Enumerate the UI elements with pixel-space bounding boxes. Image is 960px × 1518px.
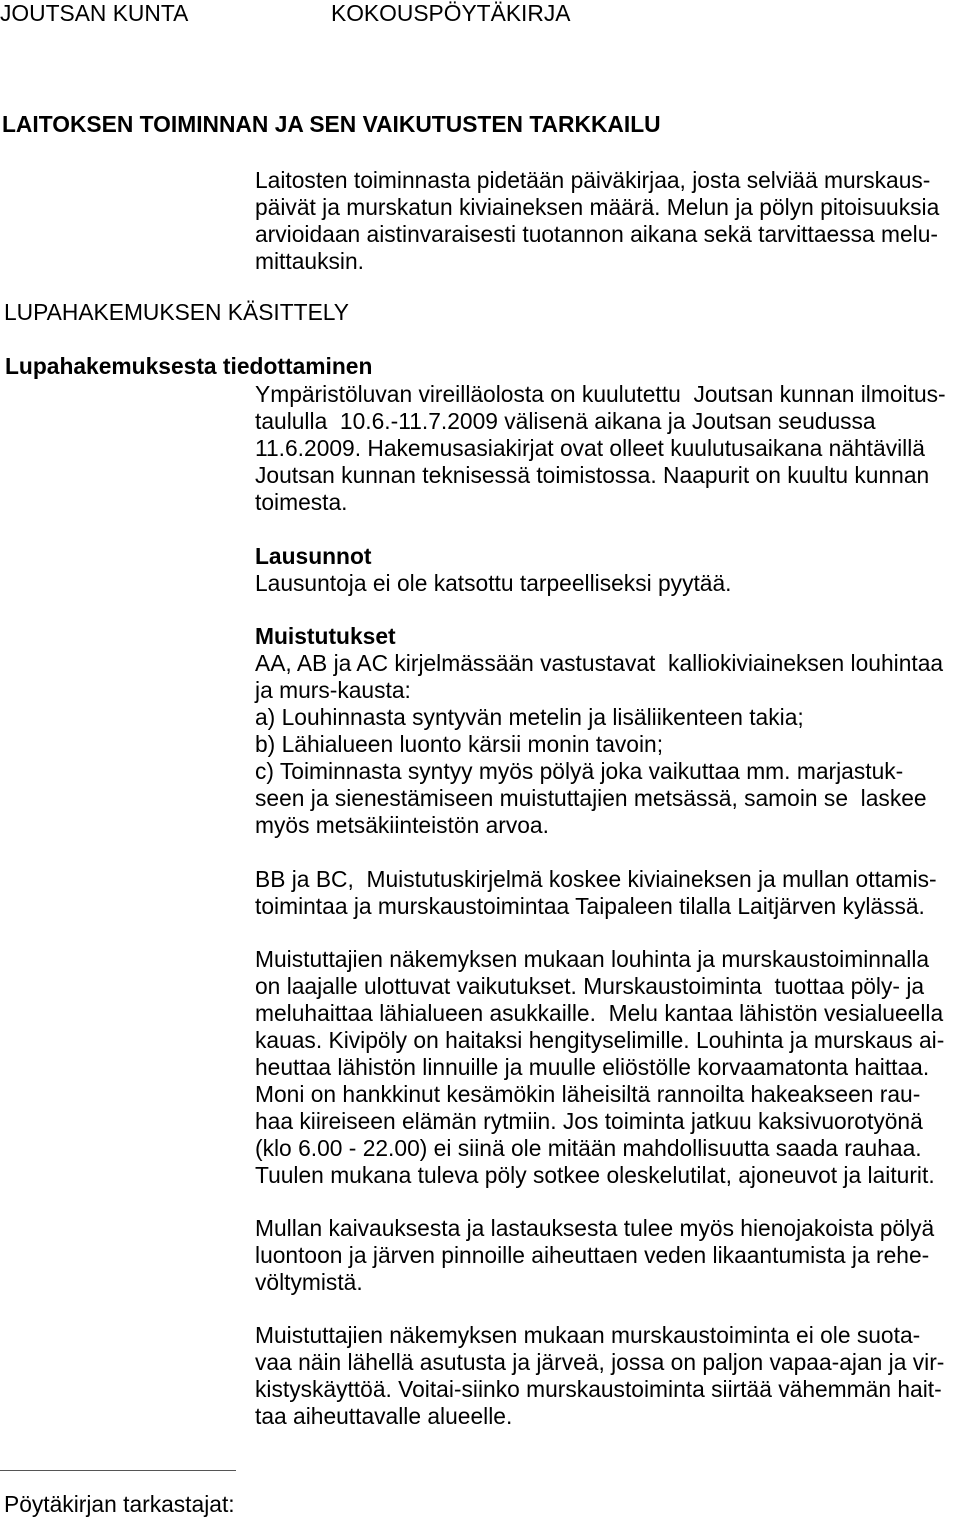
text-line: (klo 6.00 - 22.00) ei siinä ole mitään mahdollisuutta saada rauhaa. — [255, 1135, 922, 1161]
text-line: luontoon ja järven pinnoille aiheuttaen veden likaantumista ja rehe- — [255, 1242, 930, 1268]
statements-block — [255, 543, 955, 597]
text-line: toimintaa ja murskaustoimintaa Taipaleen tilalla Laitjärven kylässä. — [255, 893, 925, 919]
subsection-title-objections: Muistutukset — [255, 623, 396, 649]
text-line: Lausuntoja ei ole katsottu tarpeelliseksi pyytää. — [255, 570, 732, 596]
text-line: Mullan kaivauksesta ja lastauksesta tulee myös hienojakoista pölyä — [255, 1215, 935, 1241]
text-line: on laajalle ulottuvat vaikutukset. Murskaustoiminta tuottaa pöly- ja — [255, 973, 925, 999]
text-line: mittauksin. — [255, 248, 364, 274]
subsection-title-notification: Lupahakemuksesta tiedottaminen — [5, 353, 373, 379]
text-line: ja murs-kausta: — [255, 677, 411, 703]
objection-effects-paragraph — [255, 946, 955, 1189]
text-line: völtymistä. — [255, 1269, 363, 1295]
subsection-title-statements: Lausunnot — [255, 543, 372, 569]
text-line: 11.6.2009. Hakemusasiakirjat ovat olleet kuulutusaikana nähtävillä — [255, 435, 925, 461]
text-line: kistyskäyttöä. Voitai-siinko murskaustoiminta siirtää vähemmän hait- — [255, 1376, 942, 1402]
text-line: kauas. Kivipöly on haitaksi hengityselimille. Louhinta ja murskaus ai- — [255, 1027, 945, 1053]
text-line: Moni on hankkinut kesämökin läheisiltä rannoilta hakeakseen rau- — [255, 1081, 921, 1107]
text-line: taululla 10.6.-11.7.2009 välisenä aikana ja Joutsan seudussa — [255, 408, 876, 434]
section-title-application: LUPAHAKEMUKSEN KÄSITTELY — [4, 299, 350, 325]
footer-divider — [0, 1470, 236, 1471]
text-line: b) Lähialueen luonto kärsii monin tavoin; — [255, 731, 664, 757]
text-line: Ympäristöluvan vireilläolosta on kuulutettu Joutsan kunnan ilmoitus- — [255, 381, 946, 407]
text-line: seen ja sienestämiseen muistuttajien metsässä, samoin se laskee — [255, 785, 927, 811]
footer-reviewers-label: Pöytäkirjan tarkastajat: — [4, 1491, 235, 1517]
text-line: päivät ja murskatun kiviaineksen määrä. Melun ja pölyn pitoisuuksia — [255, 194, 940, 220]
monitoring-paragraph — [255, 167, 955, 275]
text-line: a) Louhinnasta syntyvän metelin ja lisäliikenteen takia; — [255, 704, 804, 730]
text-line: Tuulen mukana tuleva pöly sotkee oleskelutilat, ajoneuvot ja laiturit. — [255, 1162, 935, 1188]
text-line: arvioidaan aistinvaraisesti tuotannon aikana sekä tarvittaessa melu- — [255, 221, 939, 247]
notification-paragraph — [255, 381, 955, 516]
objections-block — [255, 623, 955, 839]
text-line: myös metsäkiinteistön arvoa. — [255, 812, 549, 838]
section-title-monitoring: LAITOKSEN TOIMINNAN JA SEN VAIKUTUSTEN TARKKAILU — [2, 111, 661, 137]
municipality-name: JOUTSAN KUNTA — [0, 0, 189, 26]
objection-bb-paragraph — [255, 866, 955, 920]
text-line: meluhaittaa lähialueen asukkaille. Melu kantaa lähistön vesialueella — [255, 1000, 944, 1026]
text-line: Muistuttajien näkemyksen mukaan louhinta ja murskaustoiminnalla — [255, 946, 930, 972]
text-line: toimesta. — [255, 489, 348, 515]
text-line: Laitosten toiminnasta pidetään päiväkirjaa, josta selviää murskaus- — [255, 167, 931, 193]
document-type: KOKOUSPÖYTÄKIRJA — [331, 0, 571, 26]
objection-relocation-paragraph — [255, 1322, 955, 1430]
text-line: c) Toiminnasta syntyy myös pölyä joka vaikuttaa mm. marjastuk- — [255, 758, 904, 784]
text-line: Muistuttajien näkemyksen mukaan murskaustoiminta ei ole suota- — [255, 1322, 921, 1348]
text-line: Joutsan kunnan teknisessä toimistossa. Naapurit on kuultu kunnan — [255, 462, 930, 488]
text-line: AA, AB ja AC kirjelmässään vastustavat kalliokiviaineksen louhintaa — [255, 650, 944, 676]
text-line: heuttaa lähistön linnuille ja muulle eliöstölle korvaamatonta haittaa. — [255, 1054, 930, 1080]
text-line: vaa näin lähellä asutusta ja järveä, jossa on paljon vapaa-ajan ja vir- — [255, 1349, 945, 1375]
text-line: BB ja BC, Muistutuskirjelmä koskee kiviaineksen ja mullan ottamis- — [255, 866, 937, 892]
text-line: haa kiireiseen elämän rytmiin. Jos toiminta jatkuu kaksivuorotyönä — [255, 1108, 923, 1134]
objection-soil-paragraph — [255, 1215, 955, 1296]
text-line: taa aiheuttavalle alueelle. — [255, 1403, 513, 1429]
